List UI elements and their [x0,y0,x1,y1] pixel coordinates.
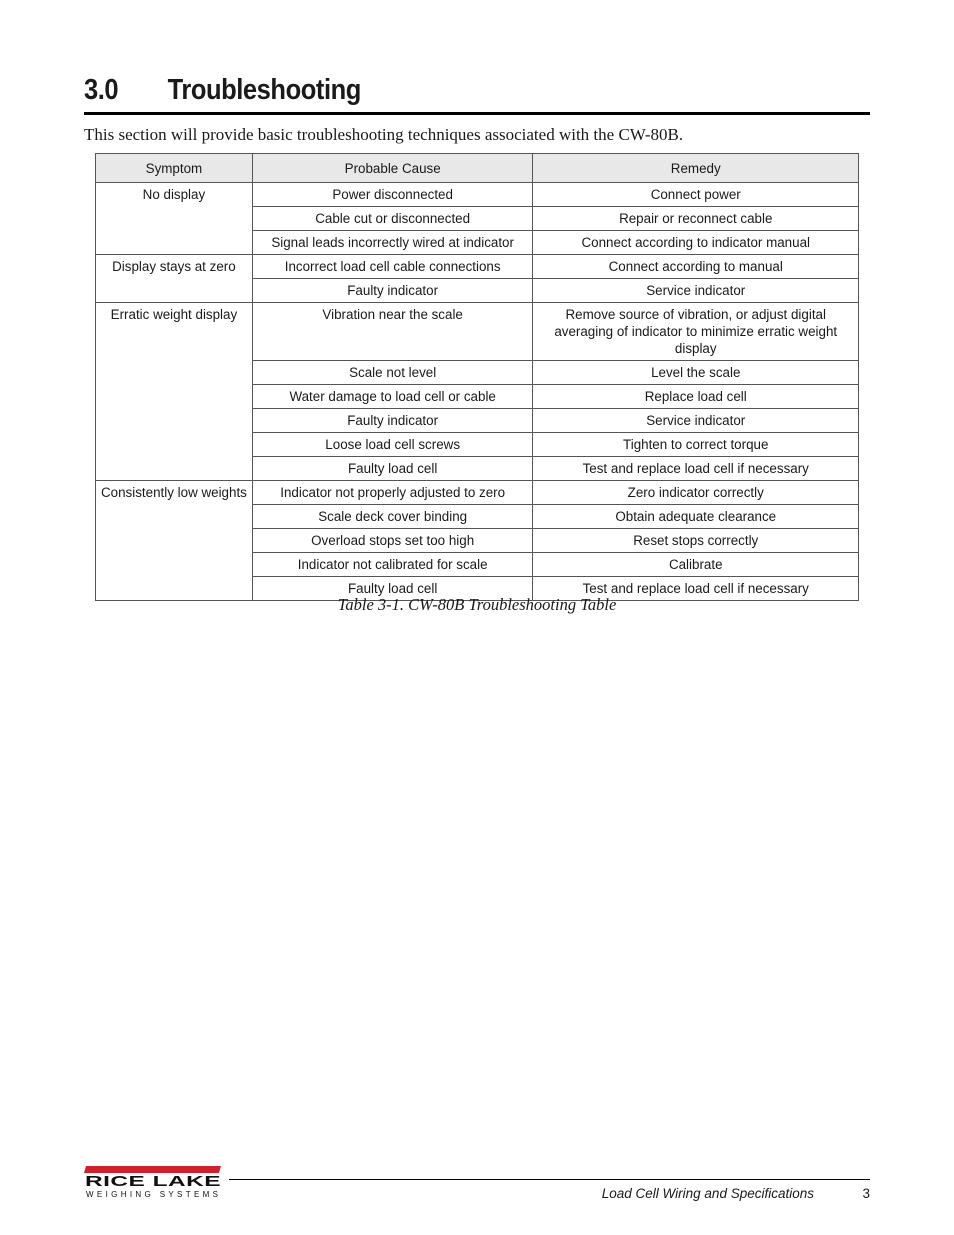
remedy-cell: Replace load cell [533,385,859,409]
remedy-cell: Reset stops correctly [533,529,859,553]
remedy-cell: Calibrate [533,553,859,577]
section-number: 3.0 [84,73,119,106]
table-header-row [96,154,859,183]
footer-doc-title: Load Cell Wiring and Specifications [601,1186,814,1201]
logo-sub-text: WEIGHING SYSTEMS [86,1190,218,1199]
cause-cell: Faulty indicator [252,279,533,303]
remedy-cell: Service indicator [533,279,859,303]
cause-cell: Scale not level [252,361,533,385]
cause-cell: Indicator not properly adjusted to zero [252,481,533,505]
logo-red-bar [84,1166,221,1173]
cause-cell: Indicator not calibrated for scale [252,553,533,577]
symptom-cell: Display stays at zero [96,255,253,303]
section-title [84,70,776,110]
footer-page-number: 3 [862,1186,870,1201]
table-caption: Table 3-1. CW-80B Troubleshooting Table [337,595,617,614]
logo-main-text: RICE LAKE [85,1173,221,1190]
cause-cell: Faulty load cell [252,457,533,481]
cause-cell: Faulty indicator [252,409,533,433]
table-body [96,183,859,601]
remedy-cell: Test and replace load cell if necessary [533,457,859,481]
cause-cell: Overload stops set too high [252,529,533,553]
table-row [96,255,859,279]
cause-cell: Cable cut or disconnected [252,207,533,231]
remedy-cell: Remove source of vibration, or adjust digital averaging of indicator to minimize erratic weight display [533,303,859,361]
remedy-cell: Connect power [533,183,859,207]
remedy-cell: Level the scale [533,361,859,385]
remedy-cell: Connect according to manual [533,255,859,279]
section-rule [84,112,870,115]
troubleshooting-table [95,153,859,601]
section-title-text: Troubleshooting [167,73,361,106]
remedy-cell: Service indicator [533,409,859,433]
header-probable-cause: Probable Cause [252,154,533,183]
cause-cell: Scale deck cover binding [252,505,533,529]
intro-paragraph: This section will provide basic troubleshooting techniques associated with the CW-80B. [84,125,684,144]
cause-cell: Vibration near the scale [252,303,533,361]
header-symptom: Symptom [96,154,253,183]
remedy-cell: Connect according to indicator manual [533,231,859,255]
footer-rule [229,1179,870,1180]
symptom-cell: Erratic weight display [96,303,253,481]
table-row [96,303,859,361]
cause-cell: Water damage to load cell or cable [252,385,533,409]
table-row [96,481,859,505]
cause-cell: Power disconnected [252,183,533,207]
remedy-cell: Obtain adequate clearance [533,505,859,529]
remedy-cell: Test and replace load cell if necessary [533,577,859,601]
header-remedy: Remedy [533,154,859,183]
rice-lake-logo [84,1166,222,1200]
cause-cell: Signal leads incorrectly wired at indicator [252,231,533,255]
cause-cell: Faulty load cell [252,577,533,601]
remedy-cell: Zero indicator correctly [533,481,859,505]
section-header [84,70,870,115]
cause-cell: Incorrect load cell cable connections [252,255,533,279]
symptom-cell: No display [96,183,253,255]
remedy-cell: Repair or reconnect cable [533,207,859,231]
symptom-cell: Consistently low weights [96,481,253,601]
cause-cell: Loose load cell screws [252,433,533,457]
remedy-cell: Tighten to correct torque [533,433,859,457]
table-row [96,183,859,207]
